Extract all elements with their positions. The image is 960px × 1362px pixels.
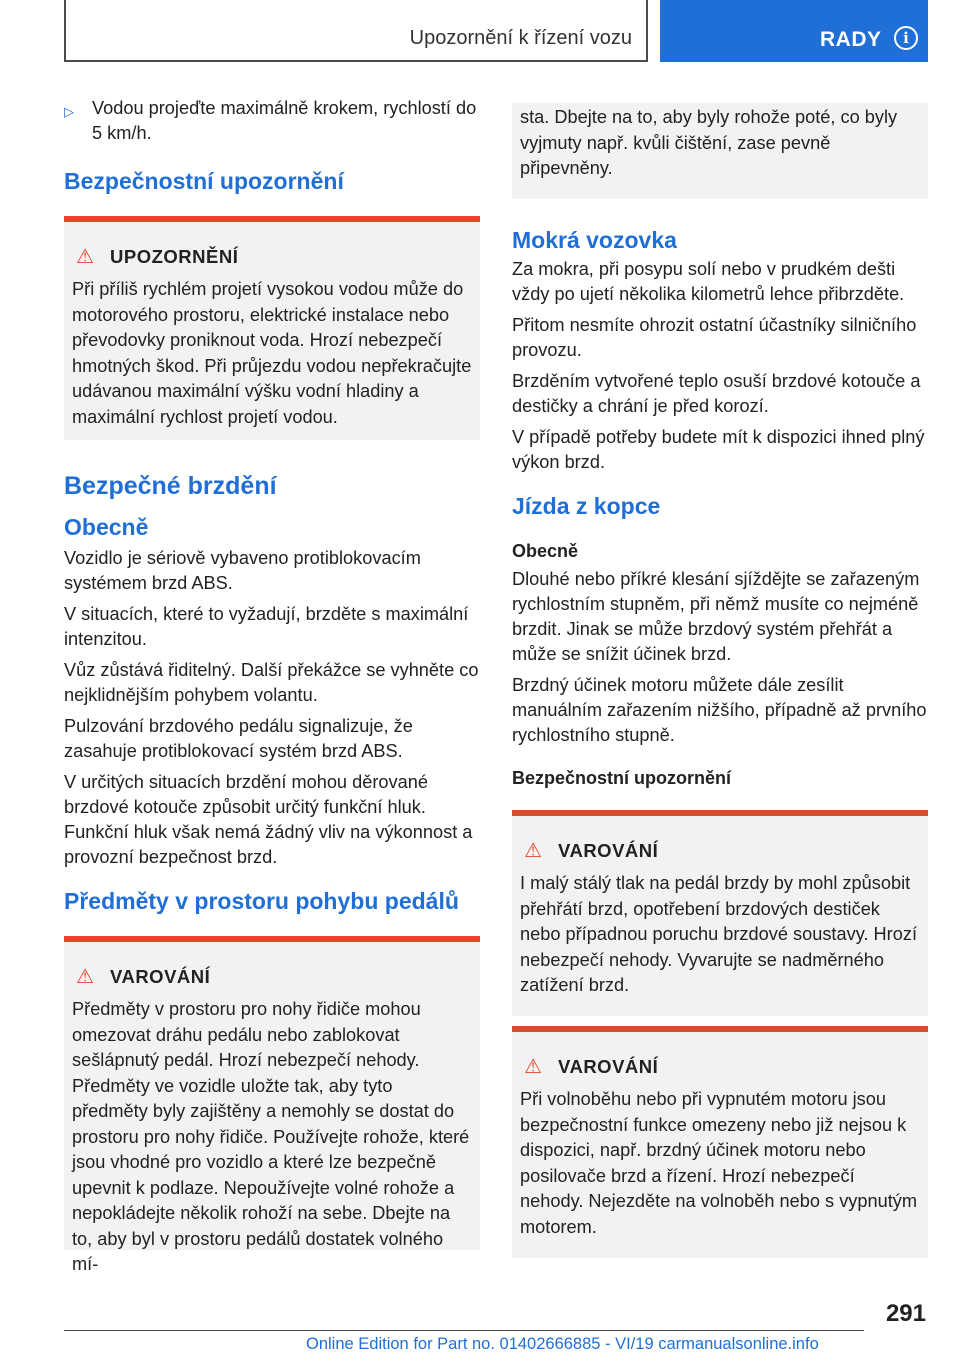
subsection-heading: Bezpečnostní upozornění (512, 768, 732, 788)
warning-triangle-icon: ⚠ (76, 966, 94, 988)
subsection-heading: Obecně (64, 514, 149, 540)
paragraph: Brzděním vytvořené teplo osuší brzdové kotouče a destičky a chrání je před korozí. (512, 371, 921, 416)
header-section-label: RADY (820, 28, 882, 51)
triangle-bullet-icon: ▷ (64, 104, 74, 119)
paragraph: Brzdný účinek motoru můžete dále zesílit manuálním zařazením nižšího, případně až prvního rychlostního stupně. (512, 675, 927, 745)
warning-text: I malý stálý tlak na pedál brzdy by mohl způsobit přehřátí brzd, opotřebení brzdových destiček nebo případnou poruchu brzdové soustavy. Hrozí nebezpečí nehody. Vyvarujte se nadměrného zatížení brzd. (520, 873, 917, 995)
warning-text: Při volnoběhu nebo při vypnutém motoru jsou bezpečnostní funkce omezeny nebo již nejsou k dispozici, např. brzdný účinek motoru nebo posilovače brzd a řízení. Hrozí nebezpečí nehody. Nejezděte na volnoběh nebo s vypnutým motorem. (520, 1089, 918, 1237)
warning-triangle-icon: ⚠ (524, 1056, 542, 1078)
warning-text: Při příliš rychlém projetí vysokou vodou může do motorového prostoru, elektrické instalace nebo převodovky proniknout voda. Hrozí nebezpečí hmotných škod. Při průjezdu vodou nepřekračujte udávanou maximální výšku vodní hladiny a maximální rychlost projetí vodou. (72, 279, 472, 427)
subsection-heading: Obecně (512, 541, 579, 561)
warning-title: VAROVÁNÍ (558, 839, 659, 861)
warning-header (520, 838, 920, 863)
warning-box (512, 810, 928, 1016)
warning-text: Předměty v prostoru pro nohy řidiče mohou omezovat dráhu pedálu nebo zablokovat sešlápnutý pedál. Hrozí nebezpečí nehody. Předměty ve vozidle uložte tak, aby tyto předměty byly zajištěny a nemohly se dostat do prostoru pro nohy řidiče. Používejte rohože, které jsou vhodné pro vozidlo a které lze bezpečně upevnit k podlaze. Nepoužívejte volné rohože a nepokládejte několik rohoží na sebe. Dbejte na to, aby byl v prostoru pedálů dostatek volného mí- (72, 999, 470, 1274)
warning-header (520, 1054, 920, 1079)
page-number: 291 (885, 1300, 926, 1327)
warning-text: sta. Dbejte na to, aby byly rohože poté, co byly vyjmuty např. kvůli čištění, zase pevně připevněny. (520, 107, 898, 178)
warning-box (512, 1026, 928, 1258)
warning-triangle-icon: ⚠ (524, 840, 542, 862)
paragraph: Za mokra, při posypu solí nebo v prudkém dešti vždy po ujetí několika kilometrů lehce přibrzděte. (512, 259, 905, 304)
header-title: Upozornění k řízení vozu (409, 27, 632, 49)
section-heading: Bezpečnostní upozornění (64, 168, 344, 194)
left-column (64, 96, 480, 1274)
bullet-text: Vodou projeďte maximálně krokem, rychlostí do 5 km/h. (92, 98, 477, 143)
warning-header (72, 964, 472, 989)
paragraph: Vůz zůstává řiditelný. Další překážce se vyhněte co nejklidnějším pohybem volantu. (64, 660, 479, 705)
footer-divider (64, 1330, 864, 1331)
footer-edition: Online Edition for Part no. 01402666885 - VI/19 carmanualsonline.info (306, 1335, 819, 1353)
page-header (64, 0, 928, 66)
header-title-box (64, 0, 648, 62)
warning-triangle-icon: ⚠ (76, 246, 94, 268)
warning-title: UPOZORNĚNÍ (110, 245, 239, 267)
paragraph: Přitom nesmíte ohrozit ostatní účastníky silničního provozu. (512, 315, 917, 360)
warning-header (72, 244, 472, 269)
warning-box (64, 216, 480, 440)
paragraph: Dlouhé nebo příkré klesání sjíždějte se zařazeným rychlostním stupněm, při němž musíte co nejméně brzdit. Jinak se může brzdový systém přehřát a může se snížit účinek brzd. (512, 569, 920, 664)
warning-box (64, 936, 480, 1274)
header-section-tab (660, 0, 928, 62)
section-heading: Předměty v prostoru pohybu pedálů (64, 888, 459, 914)
section-heading: Jízda z kopce (512, 493, 661, 519)
warning-title: VAROVÁNÍ (110, 965, 211, 987)
paragraph: V určitých situacích brzdění mohou děrované brzdové kotouče způsobit určitý funkční hluk. Funkční hluk však nemá žádný vliv na výkonnost a provozní bezpečnost brzd. (64, 772, 473, 867)
paragraph: Pulzování brzdového pedálu signalizuje, že zasahuje protiblokovací systém brzd ABS. (64, 716, 413, 761)
section-heading: Mokrá vozovka (512, 227, 677, 253)
warning-title: VAROVÁNÍ (558, 1055, 659, 1077)
paragraph: V situacích, které to vyžadují, brzděte s maximální intenzitou. (64, 604, 469, 649)
chapter-heading: Bezpečné brzdění (64, 472, 277, 500)
list-item (64, 96, 480, 146)
right-column (512, 103, 928, 1258)
paragraph: V případě potřeby budete mít k dispozici ihned plný výkon brzd. (512, 427, 925, 472)
paragraph: Vozidlo je sériově vybaveno protiblokovacím systémem brzd ABS. (64, 548, 421, 593)
info-icon: i (894, 26, 918, 50)
warning-box-continued (512, 103, 928, 199)
